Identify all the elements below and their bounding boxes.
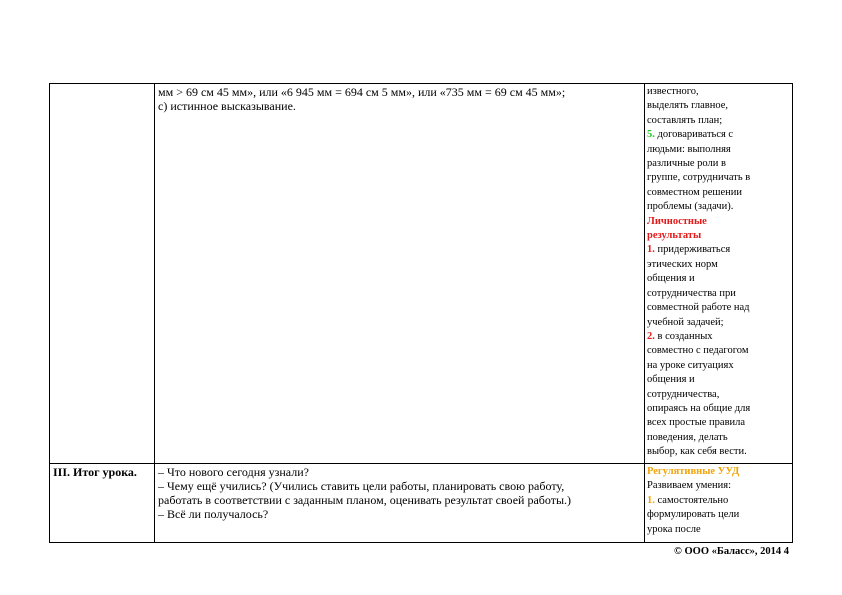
personal-results-heading: результаты: [647, 230, 702, 242]
uud-line: совместном решении: [647, 186, 742, 198]
uud-line: опираясь на общие для: [647, 402, 751, 414]
content-line: мм > 69 см 45 мм», или «6 945 мм = 694 см 5 мм», или «735 мм = 69 см 45 мм»;: [158, 85, 566, 99]
content-line: – Всё ли получалось?: [158, 507, 269, 521]
uud-line: проблемы (задачи).: [647, 201, 734, 213]
uud-line: поведения, делать: [647, 431, 728, 443]
uud-line: общения и: [647, 374, 695, 386]
uud-line: всех простые правила: [647, 417, 746, 429]
regulatory-uud-heading: Регулятивные УУД: [647, 466, 740, 477]
table-row: [50, 464, 793, 543]
content-cell: [155, 84, 645, 464]
uud-line: группе, сотрудничать в: [647, 172, 751, 184]
uud-line: совместно с педагогом: [647, 345, 749, 357]
uud-line: урока после: [647, 523, 701, 535]
item-number-orange: 1.: [647, 494, 655, 506]
uud-line: этических норм: [647, 258, 718, 270]
uud-line: общения и: [647, 273, 695, 285]
uud-text: самостоятельно: [654, 494, 729, 506]
uud-text: в созданных: [654, 330, 713, 342]
uud-line: на уроке ситуациях: [647, 359, 734, 371]
uud-line: сотрудничества при: [647, 287, 736, 299]
uud-text: договариваться с: [654, 129, 734, 141]
uud-line: известного,: [647, 86, 699, 97]
content-line: с) истинное высказывание.: [158, 99, 296, 113]
table-row: [50, 84, 793, 464]
item-number-green: 5.: [647, 129, 655, 141]
stage-cell: [50, 84, 155, 464]
uud-line: учебной задачей;: [647, 316, 724, 328]
uud-line: различные роли в: [647, 158, 726, 170]
content-line: – Чему ещё учились? (Учились ставить цели работы, планировать свою работу,: [158, 479, 565, 493]
stage-cell: [50, 464, 155, 543]
uud-line: формулировать цели: [647, 509, 740, 521]
uud-line: [647, 330, 790, 344]
lesson-table: [49, 83, 793, 543]
uud-cell: [645, 464, 793, 543]
uud-text: придерживаться: [654, 244, 731, 256]
uud-line: Развиваем умения:: [647, 480, 732, 492]
uud-cell: [645, 84, 793, 464]
personal-results-heading: Личностные: [647, 215, 707, 227]
page-footer: © ООО «Баласс», 2014 4: [674, 546, 789, 557]
uud-line: совместной работе над: [647, 302, 750, 314]
stage-label: III. Итог урока.: [53, 465, 137, 479]
uud-line: [647, 243, 790, 257]
uud-line: выделять главное,: [647, 100, 729, 112]
item-number-red: 2.: [647, 330, 655, 342]
uud-line: сотрудничества,: [647, 388, 720, 400]
content-line: работать в соответствии с заданным планом, оценивать результат своей работы.): [158, 493, 572, 507]
uud-line: выбор, как себя вести.: [647, 446, 747, 458]
uud-line: составлять план;: [647, 114, 723, 126]
content-line: – Что нового сегодня узнали?: [158, 465, 309, 479]
uud-line: [647, 128, 790, 142]
content-cell: [155, 464, 645, 543]
uud-line: людьми: выполняя: [647, 143, 731, 155]
item-number-red: 1.: [647, 244, 655, 256]
uud-line: [647, 494, 790, 508]
